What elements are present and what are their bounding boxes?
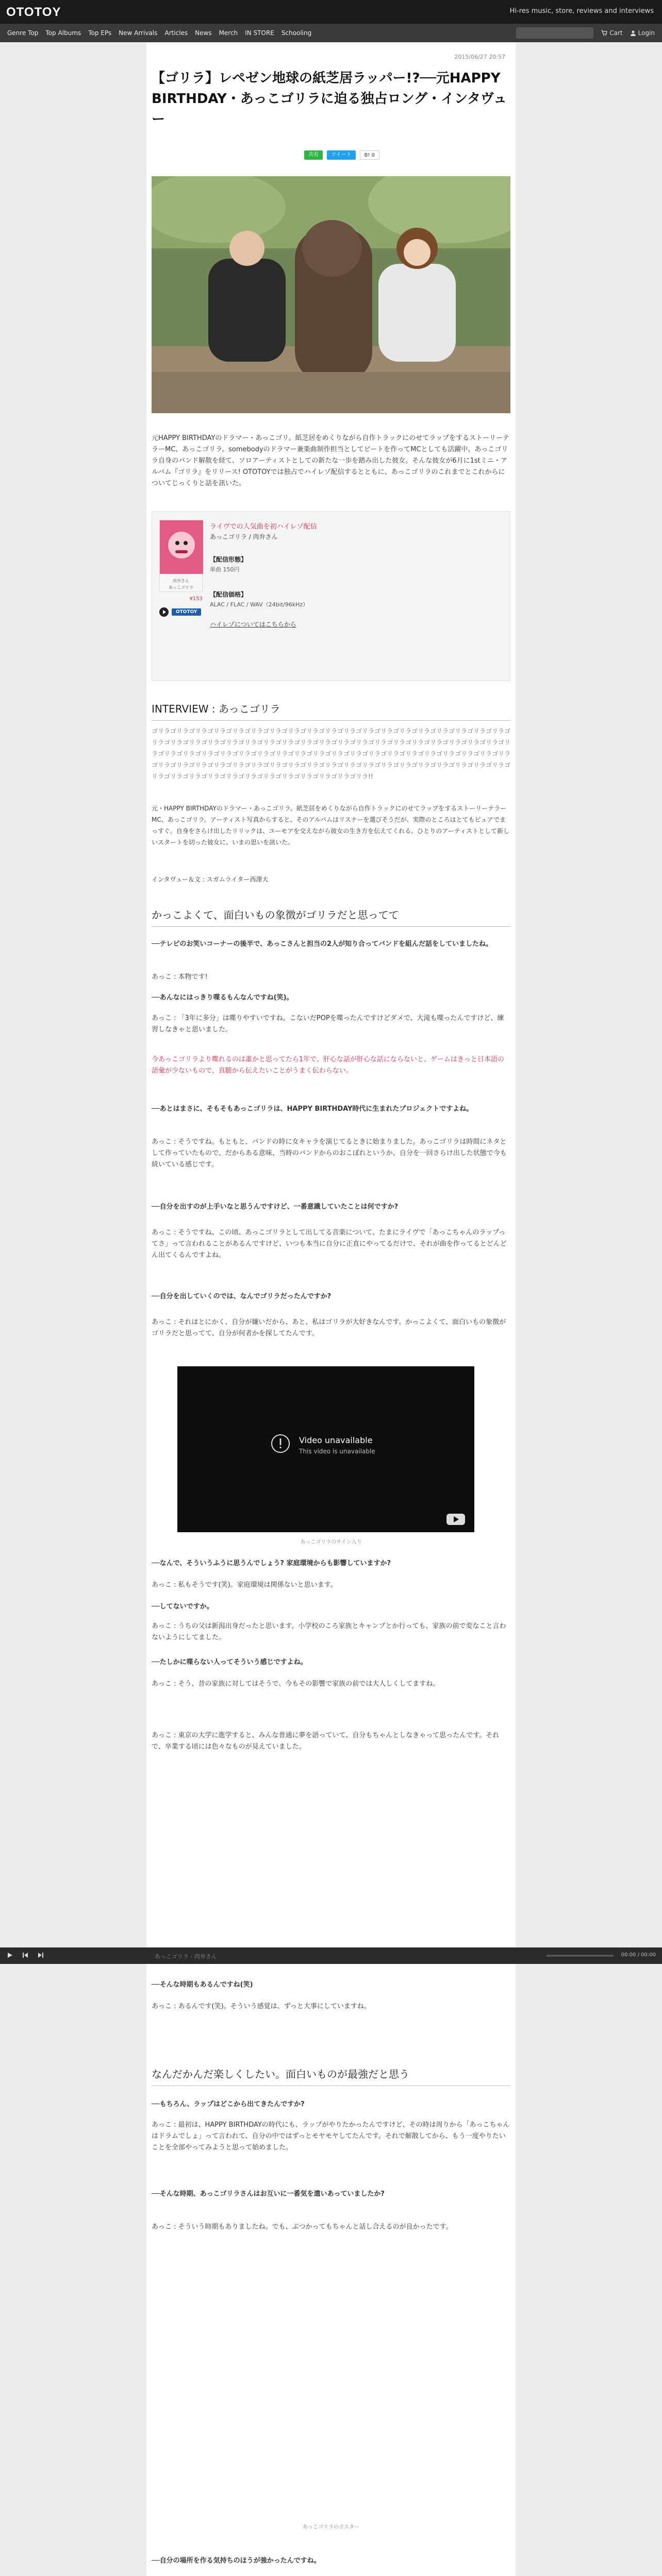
site-tagline: Hi-res music, store, reviews and interviews xyxy=(509,7,654,15)
price-value: ALAC / FLAC / WAV（24bit/96kHz） xyxy=(210,601,309,608)
release-box xyxy=(152,511,510,681)
nav-item-news[interactable]: News xyxy=(195,29,212,37)
format-value: 単曲 150円 xyxy=(210,566,240,573)
nav-bar xyxy=(0,24,662,42)
player-widget xyxy=(159,607,201,617)
hatena-button[interactable]: B! 0 xyxy=(360,150,379,160)
question-10: ──もちろん、ラップはどこから出てきたんですか? xyxy=(152,2100,305,2108)
search-input[interactable] xyxy=(516,27,593,39)
nav-item-top-eps[interactable]: Top EPs xyxy=(88,29,112,37)
nav-item-merch[interactable]: Merch xyxy=(219,29,238,37)
nav-item-in-store[interactable]: IN STORE xyxy=(245,29,274,37)
answer-2-highlight: 今あっこゴリラより喋れるのは誰かと思ってたら1年で、肝心な話が肝心な話にならないと、ゲームはきっと日本語の語彙が少ないもので、真髄から伝えたいことがうまく伝わらない。 xyxy=(152,1056,504,1075)
answer-9: あっこ : あるんです(笑)。そういう感覚は、ずっと大事にしていますね。 xyxy=(152,2003,371,2010)
nav-item-new-arrivals[interactable]: New Arrivals xyxy=(119,29,158,37)
article-date: 2015/06/27 20:57 xyxy=(454,54,505,60)
login-button[interactable] xyxy=(630,29,655,37)
answer-8b: あっこ : 東京の大学に進学すると、みんな普通に夢を語っていて、自分もちゃんとしなきゃって思ったんです。それで、卒業する頃には色々なものが見えていました。 xyxy=(152,1732,500,1751)
youtube-icon[interactable] xyxy=(445,1512,466,1526)
hero-illustration xyxy=(152,176,510,413)
nav-item-genre-top[interactable]: Genre Top xyxy=(7,29,39,37)
hires-link[interactable]: ハイレゾについてはこちらから xyxy=(210,621,296,628)
answer-4: あっこ : そうですね、この頃、あっこゴリラとして出してる音楽について、たまにライヴで「あっこちゃんのラップってさ」って言われることがあるんですけど、いつも本当に自分に正直にやってるだけで、それが曲を作ってるとどんどん出てくるんですよね。 xyxy=(152,1229,507,1259)
cover-artist: あっこゴリラ xyxy=(169,585,193,590)
nav-item-top-albums[interactable]: Top Albums xyxy=(45,29,81,37)
question-12: ──自分の場所を作る気持ちのほうが強かったんですね。 xyxy=(152,2557,321,2565)
answer-11: あっこ : そういう時期もありましたね。でも、ぶつかってもちゃんと話し合えるのが良かったです。 xyxy=(152,2223,453,2231)
nav-item-schooling[interactable]: Schooling xyxy=(281,29,312,37)
answer-3: あっこ : そうですね。もともと、バンドの時に女キャラを演じてるときに始まりました。あっこゴリラは時間にネタとして作っていたもので、だからある意味、当時のバンドからのおこぼれというか、自分を一回さらけ出した状態で今も続いている感じです。 xyxy=(152,1138,507,1168)
answer-1: あっこ : 本物です! xyxy=(152,973,208,981)
release-artist[interactable]: あっこゴリラ / 肉弁さん xyxy=(210,533,278,540)
user-icon xyxy=(630,30,636,36)
answer-7: あっこ : うちの父は新潟出身だったと思います。小学校のころ家族とキャンプとか行っても、家族の前で変なこと言わないようにしてました。 xyxy=(152,1622,506,1641)
section-heading-1: かっこよくて、面白いもの象徴がゴリラだと思ってて xyxy=(152,908,510,927)
section-heading-2: なんだかんだ楽しくしたい。面白いものが最強だと思う xyxy=(152,2067,510,2086)
player-time: 00:00 / 00:00 xyxy=(621,1952,656,1958)
gorilla-text: ゴリラゴリラゴリラゴリラゴリラゴリラゴリラゴリラゴリラゴリラゴリラゴリラゴリラゴリラゴリラゴリラゴリラゴリラゴリラゴリラゴリラゴリラゴリラゴリラゴリラゴリラゴリラゴリラゴリラゴリラゴリラゴリラゴリラゴリラゴリラゴリラゴリラゴリラゴリラゴリラゴリラゴリラゴリラゴリラゴリラゴリラゴリラゴリラゴリラゴリラゴリラゴリラゴリラゴリラゴリラゴリラゴリラゴリラゴリラゴリラゴリラゴリラゴリラゴリラゴリラゴリラゴリラゴリラゴリラゴリラゴリラゴリラゴリラゴリラゴリラゴリラゴリラゴリラゴリラゴリラゴリラゴリラゴリラゴリラゴリラゴリラゴリラゴリラゴリラ!! xyxy=(152,727,511,780)
cart-label: Cart xyxy=(609,29,623,37)
play-icon[interactable] xyxy=(6,1952,13,1959)
interview-credit: インタヴュー＆文 : スガムライター西澤大 xyxy=(152,876,269,883)
track-price: ¥153 xyxy=(189,596,203,602)
question-2: ──あんなにはっきり喋るもんなんですね(笑)。 xyxy=(152,994,293,1002)
answer-2: あっこ : 「3年に多分」は喋りやすいですね。こないだPOPを喋ったんですけどダメで、大滝も喋ったんですけど、練習しなきゃと思いました。 xyxy=(152,1014,504,1033)
question-9: ──そんな時期もあるんですね(笑) xyxy=(152,1981,253,1989)
share-buttons xyxy=(304,150,379,160)
answer-10: あっこ : 最初は、HAPPY BIRTHDAYの時代にも、ラップがやりたかったんですけど、その時は周りから「あっこちゃんはドラムでしょ」って言われて、自分の中ではずっとモヤモヤしてたんです。それで解散してから、もう一度やりたいことを全部やってみようと思って始めました。 xyxy=(152,2121,510,2151)
release-heading: ライヴでの人気曲を初ハイレゾ配信 xyxy=(210,523,317,531)
progress-bar[interactable] xyxy=(547,1955,614,1957)
nav-right xyxy=(516,24,655,42)
tweet-button[interactable]: ツイート xyxy=(327,150,356,160)
price-label: 【配信価格】 xyxy=(210,591,247,598)
audio-player-bar xyxy=(0,1947,662,1964)
album-art xyxy=(160,520,203,574)
alert-icon xyxy=(270,1433,291,1454)
question-4: ──自分を出すのが上手いなと思うんですけど、一番意識していたことは何ですか? xyxy=(152,1203,399,1211)
login-label: Login xyxy=(638,29,655,37)
cart-icon xyxy=(601,30,607,36)
cover-caption: 肉弁さん xyxy=(173,579,189,583)
nav-menu xyxy=(7,24,311,42)
question-1: ──テレビのお笑いコーナーの後半で、あっこさんと担当の2人が知り合ってバンドを組んだ話をしていましたね。 xyxy=(152,940,493,948)
article-title: 【ゴリラ】レペゼン地球の紙芝居ラッパー!?──元HAPPY BIRTHDAY・あっこゴリラに迫る独占ロング・インタヴュー xyxy=(152,71,507,127)
question-6: ──なんで、そういうふうに思うんでしょう? 家庭環境からも影響していますか? xyxy=(152,1560,391,1567)
video-title: Video unavailable xyxy=(299,1435,373,1445)
video-caption: あっこゴリラのサイン入り xyxy=(300,1539,362,1545)
question-5: ──自分を出していくのでは、なんでゴリラだったんですか? xyxy=(152,1293,332,1300)
next-icon[interactable] xyxy=(37,1952,44,1959)
play-icon[interactable] xyxy=(159,607,169,617)
video-embed[interactable] xyxy=(177,1366,474,1532)
video-subtitle: This video is unavailable xyxy=(299,1448,375,1455)
previous-icon[interactable] xyxy=(22,1952,29,1959)
interview-heading: INTERVIEW : あっこゴリラ xyxy=(152,702,510,721)
question-3: ──あとはまさに、そもそもあっこゴリラは、HAPPY BIRTHDAY時代に生まれたプロジェクトですよね。 xyxy=(152,1105,473,1113)
line-share-button[interactable]: 共有 xyxy=(304,150,323,160)
nav-item-articles[interactable]: Articles xyxy=(164,29,188,37)
intro-paragraph: 元HAPPY BIRTHDAYのドラマー・あっこゴリ。紙芝居をめくりながら自作トラックにのせてラップをするストーリーテラーMC、あっこゴリラ。somebodyのドラマー兼楽曲制作担当としてビートを作ってMCとしても活躍中。あっこゴリラ自身のバンド解散を経て、ソロアーティストとしての新たな一歩を踏み出した彼女。そんな彼女が6月に1stミニ・アルバム『ゴリラ』をリリース! OTOTOYでは独占でハイレゾ配信するとともに、あっこゴリラのこれまでとこれからについてじっくりと話を訊いた。 xyxy=(152,434,509,487)
site-logo[interactable]: OTOTOY xyxy=(6,5,61,19)
answer-8: あっこ : そう、昔の家族に対してはそうで、今もその影響で家族の前では大人しくしてますね。 xyxy=(152,1680,440,1688)
player-track-title: あっこゴリラ - 肉弁さん xyxy=(155,1953,217,1960)
cart-button[interactable] xyxy=(601,29,622,37)
answer-5: あっこ : それはとにかく、自分が嫌いだから、あと、私はゴリラが大好きなんです。かっこよくて、面白いもの象徴がゴリラだと思ってて、自分が何者かを探してたんです。 xyxy=(152,1318,506,1337)
album-cover[interactable] xyxy=(159,520,203,592)
ototoy-play-label[interactable]: OTOTOY xyxy=(172,608,201,616)
answer-6: あっこ : 私もそうです(笑)。家庭環境は関係ないと思います。 xyxy=(152,1581,337,1589)
player-controls xyxy=(6,1952,44,1959)
hero-photo xyxy=(152,176,510,413)
format-label: 【配信形態】 xyxy=(210,556,247,563)
question-8: ──たしかに喋らない人ってそういう感じですよね。 xyxy=(152,1658,307,1666)
interview-lead: 元・HAPPY BIRTHDAYのドラマー・あっこゴリラ。紙芝居をめくりながら自作トラックにのせてラップをするストーリーテラーMC、あっこゴリラ。アーティスト写真からすると、そのアルバムはリスナーを選びそうだが、実際のところはとてもピュアでまっすぐ。自身をさらけ出したリリックは、ユーモアを交えながら彼女の生き方を伝えてくれる。ひとりのアーティストとして新しいスタートを切った彼女に、いまの思いを訊いた。 xyxy=(152,805,509,846)
article-column-lower xyxy=(146,1964,516,2576)
question-11: ──そんな時期、あっこゴリラさんはお互いに一番気を遣いあっていましたか? xyxy=(152,2190,385,2198)
top-bar xyxy=(0,0,662,24)
photo-caption: あっこゴリラのポスター xyxy=(303,2524,359,2530)
question-7: ──してないですか。 xyxy=(152,1603,213,1611)
